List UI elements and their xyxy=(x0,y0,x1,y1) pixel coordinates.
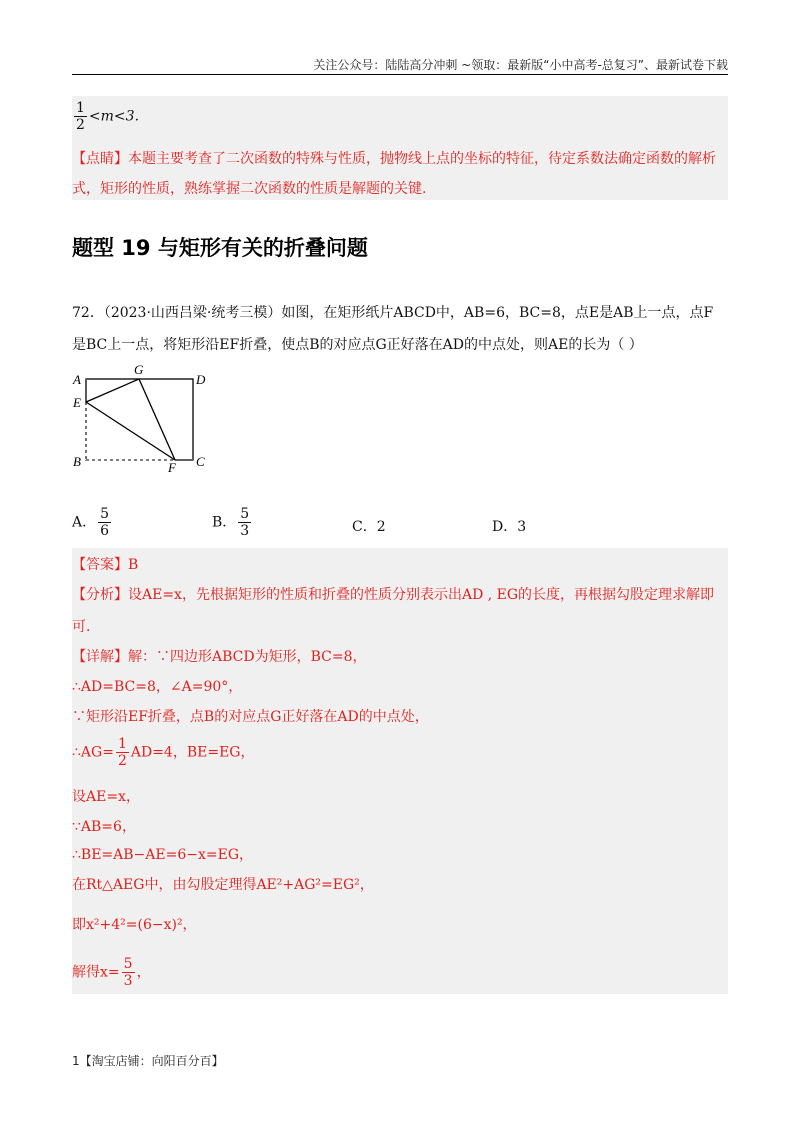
range-result: $\frac{1}{2}$ <m<3. xyxy=(76,100,140,133)
answer-line: 【答案】B xyxy=(72,557,139,573)
segment-eg xyxy=(86,379,139,402)
option-c: C．2 xyxy=(352,519,386,535)
label-b: B xyxy=(73,454,81,469)
label-g: G xyxy=(134,362,144,377)
problem-line-1: 72．（2023·山西吕梁·统考三模）如图，在矩形纸片ABCD中，AB=6，BC=8，点E是AB上一点，点F xyxy=(72,305,714,321)
detail-line-3: ∵矩形沿EF折叠，点B的对应点G正好落在AD的中点处， xyxy=(72,709,429,725)
analysis-line-2: 可. xyxy=(72,619,91,635)
page-footer: 1【淘宝店铺：向阳百分百】 xyxy=(72,1054,224,1068)
note-line-1: 【点睛】本题主要考查了二次函数的特殊与性质，抛物线上点的坐标的特征，待定系数法确定函数的解析 xyxy=(72,151,716,167)
option-b: B． $\frac{5}{3}$ xyxy=(212,506,250,539)
range-fraction: $\frac{1}{2}$ xyxy=(76,100,85,133)
detail-line-5: 设AE=x， xyxy=(72,789,140,805)
section-title: 题型 19 与矩形有关的折叠问题 xyxy=(72,236,368,260)
analysis-line-1: 【分析】设AE=x，先根据矩形的性质和折叠的性质分别表示出AD , EG的长度，再根据勾股定理求解即 xyxy=(72,587,715,603)
option-d: D．3 xyxy=(492,519,527,535)
label-a: A xyxy=(73,372,81,387)
rect-outline xyxy=(86,379,193,460)
detail-line-7: ∴BE=AB−AE=6−x=EG， xyxy=(72,847,254,863)
option-a: A． $\frac{5}{6}$ xyxy=(72,506,110,539)
detail-line-8: 在Rt△AEG中，由勾股定理得AE²+AG²=EG²， xyxy=(72,877,374,893)
detail-line-2: ∴AD=BC=8，∠A=90°， xyxy=(72,679,243,695)
page-header: 关注公众号：陆陆高分冲刺 ~领取：最新版“小中高考-总复习”、最新试卷下载 xyxy=(313,58,728,72)
detail-line-1: 【详解】解：∵四边形ABCD为矩形，BC=8， xyxy=(72,649,367,665)
label-f: F xyxy=(168,460,176,475)
problem-line-2: 是BC上一点，将矩形沿EF折叠，使点B的对应点G正好落在AD的中点处，则AE的长为（ ） xyxy=(72,337,643,353)
label-d: D xyxy=(196,372,206,387)
note-line-2: 式，矩形的性质，熟练掌握二次函数的性质是解题的关键. xyxy=(72,181,427,197)
header-divider xyxy=(72,74,728,75)
detail-line-9: 即x²+4²=(6−x)²， xyxy=(72,917,197,933)
detail-line-4: ∴AG= $\frac{1}{2}$ AD=4，BE=EG， xyxy=(72,736,255,769)
detail-line-6: ∵AB=6， xyxy=(72,819,136,835)
fold-figure xyxy=(70,360,220,475)
label-c: C xyxy=(196,454,205,469)
label-e: E xyxy=(73,395,81,410)
detail-line-10: 解得x= $\frac{5}{3}$ ， xyxy=(72,956,151,989)
